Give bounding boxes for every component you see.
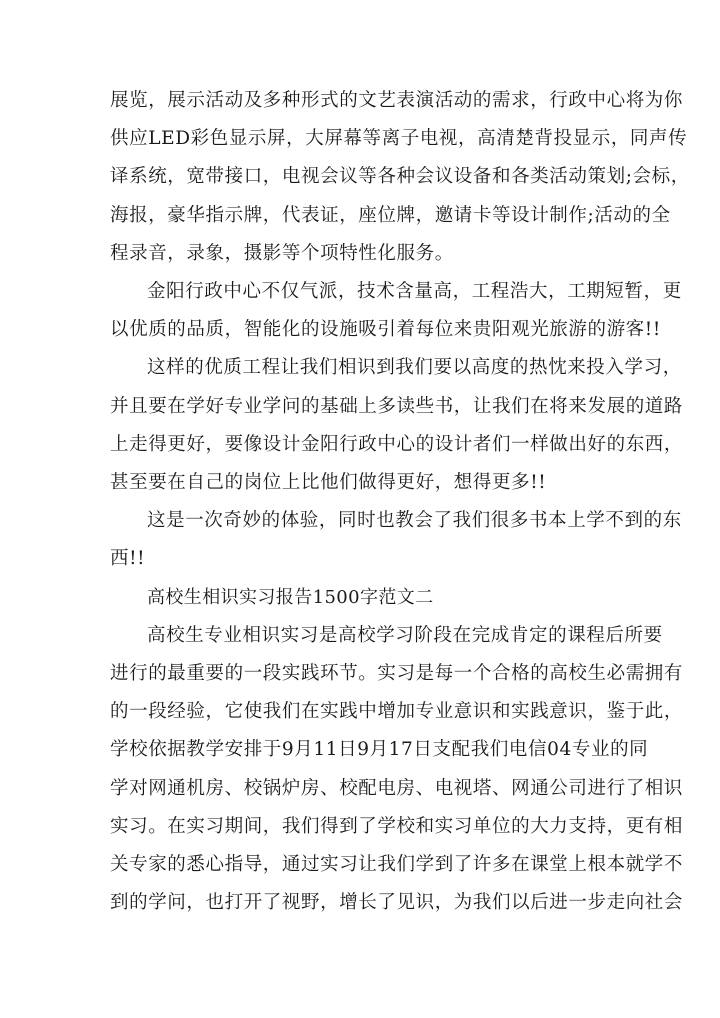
section-heading: 高校生相识实习报告1500字范文二	[147, 586, 434, 608]
paragraph-5	[110, 617, 684, 923]
text-line: 高校生专业相识实习是高校学习阶段在完成肯定的课程后所要	[147, 624, 663, 646]
text-line: 进行的最重要的一段实践环节。实习是每一个合格的高校生必需拥有	[110, 663, 684, 685]
paragraph-3	[110, 349, 684, 502]
text-line: 程录音，录象，摄影等个项特性化服务。	[110, 242, 454, 264]
paragraph-1	[110, 82, 690, 273]
text-line: 的一段经验，它使我们在实践中增加专业意识和实践意识，鉴于此，	[110, 701, 684, 723]
text-line: 到的学问，也打开了视野，增长了见识，为我们以后进一步走向社会	[110, 892, 684, 914]
text-line: 展览，展示活动及多种形式的文艺表演活动的需求，行政中心将为你	[110, 90, 684, 111]
text-line: 上走得更好，要像设计金阳行政中心的设计者们一样做出好的东西，	[110, 433, 684, 455]
document-page	[110, 82, 690, 922]
text-line: 金阳行政中心不仅气派，技术含量高，工程浩大，工期短暂，更	[147, 281, 682, 303]
text-line: 这样的优质工程让我们相识到我们要以高度的热忱来投入学习，	[147, 357, 682, 379]
text-line: 海报，豪华指示牌，代表证，座位牌，邀请卡等设计制作;活动的全	[110, 204, 671, 226]
text-line: 这是一次奇妙的体验，同时也教会了我们很多书本上学不到的东	[147, 510, 682, 532]
text-line: 学对网通机房、校锅炉房、校配电房、电视塔、网通公司进行了相识	[110, 777, 684, 799]
text-line: 实习。在实习期间，我们得到了学校和实习单位的大力支持，更有相	[110, 815, 684, 837]
paragraph-4	[110, 502, 682, 578]
text-line: 并且要在学好专业学问的基础上多读些书，让我们在将来发展的道路	[110, 395, 684, 417]
text-line: 供应LED彩色显示屏，大屏幕等离子电视，高清楚背投显示，同声传	[110, 128, 688, 150]
text-line: 关专家的悉心指导，通过实习让我们学到了许多在课堂上根本就学不	[110, 854, 684, 876]
text-line: 学校依据教学安排于9月11日9月17日支配我们电信04专业的同	[110, 739, 649, 761]
text-line: 译系统，宽带接口，电视会议等各种会议设备和各类活动策划;会标，	[110, 166, 690, 188]
text-line: 以优质的品质，智能化的设施吸引着每位来贵阳观光旅游的游客!!	[110, 319, 661, 341]
paragraph-2	[110, 273, 682, 349]
text-line: 西!!	[110, 548, 146, 570]
text-line: 甚至要在自己的岗位上比他们做得更好，想得更多!!	[110, 472, 547, 494]
